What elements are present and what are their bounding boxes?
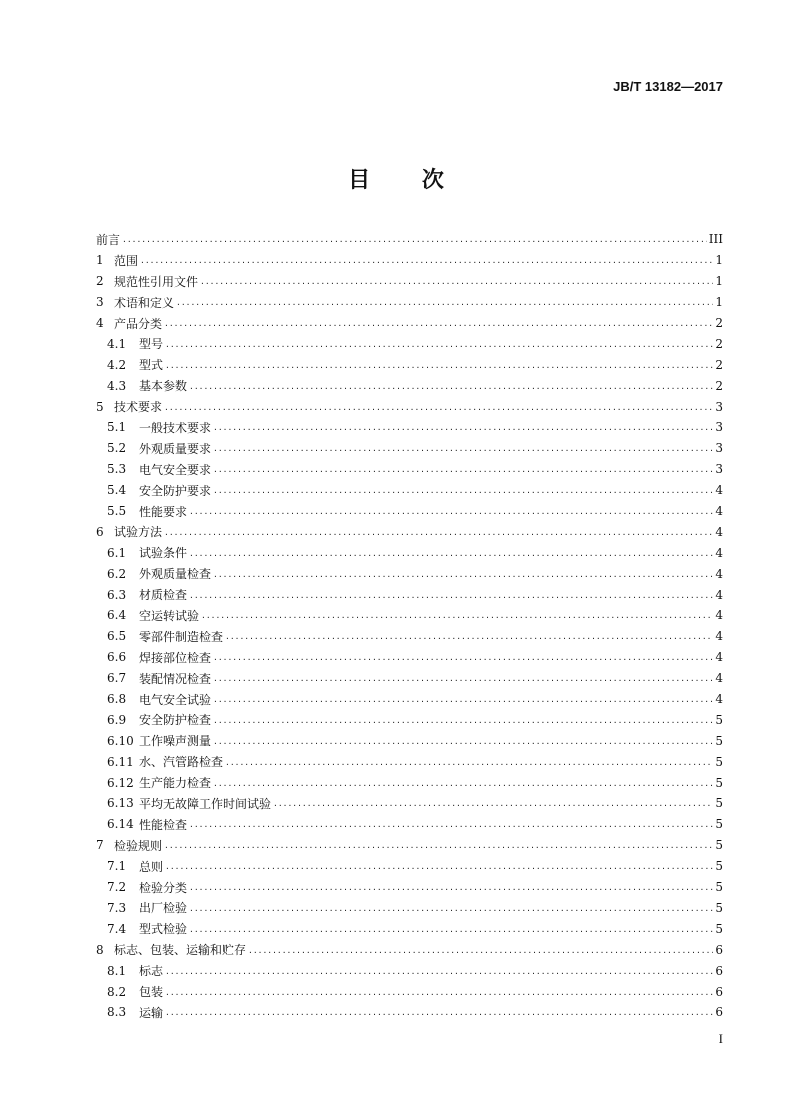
toc-entry-page: 5: [715, 754, 723, 769]
toc-entry[interactable]: [96, 229, 723, 250]
toc-leader-dots: [225, 629, 713, 643]
toc-entry-page: 3: [715, 399, 723, 414]
toc-entry[interactable]: [96, 521, 723, 542]
toc-entry-number: 5.2: [107, 441, 127, 456]
toc-leader-dots: [200, 274, 713, 288]
toc-entry-label: 工作噪声测量: [139, 734, 212, 749]
toc-entry-label: 试验方法: [114, 525, 163, 540]
toc-entry[interactable]: [96, 960, 723, 981]
toc-leader-dots: [213, 734, 713, 748]
toc-entry[interactable]: [96, 354, 723, 375]
toc-entry-label: 总则: [139, 859, 164, 874]
toc-entry-label: 电气安全要求: [139, 462, 212, 477]
toc-entry-number: 6.4: [107, 608, 127, 623]
toc-entry-page: 4: [715, 504, 723, 519]
toc-leader-dots: [165, 964, 713, 978]
toc-entry-page: 5: [715, 775, 723, 790]
toc-entry-number: 6.14: [107, 817, 134, 832]
toc-entry-label: 安全防护检查: [139, 713, 212, 728]
title-char-2: 次: [421, 168, 444, 193]
title-char-1: 目: [348, 168, 371, 193]
toc-entry-label: 产品分类: [114, 316, 163, 331]
toc-entry[interactable]: [96, 668, 723, 689]
toc-entry-number: 6.10: [107, 733, 134, 748]
toc-entry-label: 型式检验: [139, 922, 188, 937]
toc-entry-page: 4: [715, 587, 723, 602]
toc-entry-number: 6: [96, 524, 104, 539]
toc-entry-label: 包装: [139, 985, 164, 999]
toc-entry-page: 3: [715, 420, 723, 435]
toc-entry-number: 6.1: [107, 545, 127, 560]
toc-entry-label: 标志: [139, 964, 164, 979]
toc-leader-dots: [164, 838, 713, 852]
toc-entry-label: 试验条件: [139, 546, 188, 561]
toc-leader-dots: [213, 441, 713, 455]
table-of-contents: [96, 229, 723, 1023]
toc-entry[interactable]: [96, 793, 723, 814]
toc-entry-number: 7: [96, 838, 104, 853]
toc-entry-label: 外观质量要求: [139, 441, 212, 456]
toc-leader-dots: [213, 671, 713, 685]
toc-leader-dots: [164, 400, 713, 414]
toc-leader-dots: [189, 922, 713, 936]
toc-leader-dots: [213, 567, 713, 581]
toc-entry[interactable]: [96, 396, 723, 417]
toc-entry[interactable]: [96, 730, 723, 751]
toc-leader-dots: [189, 546, 713, 560]
toc-entry[interactable]: [96, 563, 723, 584]
toc-leader-dots: [189, 379, 713, 393]
toc-leader-dots: [189, 901, 713, 915]
toc-entry[interactable]: [96, 772, 723, 793]
toc-entry-number: 7.2: [107, 880, 127, 895]
toc-entry-page: 3: [715, 462, 723, 477]
toc-entry[interactable]: [96, 333, 723, 354]
toc-entry-label: 性能检查: [139, 817, 188, 832]
toc-entry-page: 4: [715, 566, 723, 581]
toc-entry[interactable]: [96, 542, 723, 563]
toc-leader-dots: [213, 420, 713, 434]
toc-entry-label: 安全防护要求: [139, 483, 212, 498]
toc-entry[interactable]: [96, 271, 723, 292]
toc-entry-page: 5: [715, 817, 723, 832]
toc-entry-label: 外观质量检查: [139, 567, 212, 582]
toc-entry[interactable]: [96, 480, 723, 501]
toc-entry[interactable]: [96, 877, 723, 898]
toc-entry[interactable]: [96, 459, 723, 480]
toc-entry-page: 4: [715, 650, 723, 665]
toc-entry-number: 4.2: [107, 357, 127, 372]
toc-entry-label: 检验规则: [114, 838, 163, 853]
toc-entry[interactable]: [96, 250, 723, 271]
toc-entry-number: 5: [96, 399, 104, 414]
toc-entry-label: 焊接部位检查: [139, 650, 212, 665]
toc-entry-number: 5.1: [107, 420, 127, 435]
toc-entry-label: 一般技术要求: [139, 420, 212, 435]
toc-leader-dots: [165, 1005, 713, 1019]
toc-entry-number: 4: [96, 316, 104, 330]
toc-entry-page: 6: [715, 984, 723, 999]
toc-leader-dots: [165, 859, 713, 873]
toc-entry[interactable]: [96, 856, 723, 877]
toc-leader-dots: [165, 337, 713, 351]
toc-entry-page: 4: [715, 629, 723, 644]
toc-entry-label: 电气安全试验: [139, 692, 212, 707]
toc-entry-number: 6.13: [107, 796, 134, 811]
toc-entry-number: 4.1: [107, 336, 127, 351]
toc-entry[interactable]: [96, 501, 723, 522]
toc-leader-dots: [248, 943, 713, 957]
toc-entry-label: 术语和定义: [114, 295, 175, 310]
page-number: I: [718, 1031, 723, 1046]
toc-entry-label: 性能要求: [139, 504, 188, 519]
toc-leader-dots: [201, 608, 713, 622]
toc-entry-number: 6.9: [107, 712, 127, 727]
toc-leader-dots: [189, 588, 713, 602]
toc-entry-label: 基本参数: [139, 379, 188, 394]
toc-entry-number: 8.1: [107, 963, 127, 978]
toc-entry[interactable]: [96, 814, 723, 835]
toc-entry-page: 5: [715, 921, 723, 936]
toc-entry-label: 装配情况检查: [139, 671, 212, 686]
toc-entry-number: 7.1: [107, 859, 127, 874]
toc-entry[interactable]: [96, 584, 723, 605]
toc-entry[interactable]: [96, 438, 723, 459]
toc-entry-number: 2: [96, 274, 104, 289]
toc-entry-label: 运输: [139, 1005, 164, 1020]
toc-entry-number: 6.8: [107, 692, 127, 707]
toc-entry[interactable]: [96, 939, 723, 960]
toc-entry-page: 2: [715, 357, 723, 372]
toc-entry-number: 7.3: [107, 900, 127, 915]
toc-entry[interactable]: [96, 313, 723, 334]
toc-entry-page: 5: [715, 859, 723, 874]
toc-entry[interactable]: [96, 981, 723, 1002]
toc-entry-number: 6.2: [107, 566, 127, 581]
toc-entry-page: 5: [715, 712, 723, 727]
toc-entry-page: 6: [715, 942, 723, 957]
toc-entry-page: 2: [715, 336, 723, 351]
toc-entry-page: 4: [715, 671, 723, 686]
toc-entry-number: 8.2: [107, 984, 127, 999]
toc-entry-page: 1: [715, 295, 723, 310]
toc-leader-dots: [140, 253, 713, 267]
toc-entry-label: 标志、包装、运输和贮存: [114, 943, 247, 958]
toc-leader-dots: [213, 692, 713, 706]
toc-leader-dots: [213, 713, 713, 727]
toc-entry-label: 检验分类: [139, 880, 188, 895]
toc-entry-number: 6.7: [107, 671, 127, 686]
toc-entry-number: 7.4: [107, 921, 127, 936]
toc-entry-page: 6: [715, 963, 723, 978]
toc-entry[interactable]: [96, 1002, 723, 1023]
toc-leader-dots: [189, 817, 713, 831]
toc-entry-label: 范围: [114, 253, 139, 268]
toc-entry[interactable]: [96, 689, 723, 710]
toc-leader-dots: [273, 796, 713, 810]
toc-entry-number: 3: [96, 295, 104, 310]
toc-entry-number: 5.5: [107, 504, 127, 519]
toc-entry-page: 4: [715, 545, 723, 560]
standard-code: JB/T 13182—2017: [613, 79, 723, 94]
toc-entry-number: 4.3: [107, 378, 127, 393]
toc-leader-dots: [176, 295, 713, 309]
toc-entry-number: 6.6: [107, 650, 127, 665]
toc-entry-number: 5.4: [107, 483, 127, 498]
toc-entry-label: 水、汽管路检查: [139, 755, 224, 770]
toc-leader-dots: [164, 525, 713, 539]
toc-entry[interactable]: [96, 626, 723, 647]
toc-entry-page: 4: [715, 483, 723, 498]
toc-entry-page: 5: [715, 900, 723, 915]
toc-entry[interactable]: [96, 292, 723, 313]
toc-entry[interactable]: [96, 898, 723, 919]
toc-entry-label: 型号: [139, 337, 164, 352]
toc-leader-dots: [213, 650, 713, 664]
toc-entry-label: 材质检查: [139, 588, 188, 603]
toc-entry-label: 规范性引用文件: [114, 274, 199, 289]
toc-entry-label: 空运转试验: [139, 608, 200, 623]
toc-entry-label: 生产能力检查: [139, 776, 212, 791]
toc-entry-page: 6: [715, 1005, 723, 1020]
toc-entry[interactable]: [96, 375, 723, 396]
page-title: [0, 163, 792, 194]
toc-entry-number: 8: [96, 942, 104, 957]
toc-entry[interactable]: [96, 605, 723, 626]
toc-entry-label: 出厂检验: [139, 901, 188, 916]
toc-entry-number: 6.3: [107, 587, 127, 602]
toc-entry-number: 6.12: [107, 775, 134, 790]
toc-entry-number: 6.5: [107, 629, 127, 644]
toc-entry-label: 技术要求: [114, 400, 163, 415]
toc-leader-dots: [164, 316, 713, 330]
toc-entry-label: 型式: [139, 358, 164, 373]
toc-entry[interactable]: [96, 751, 723, 772]
toc-entry[interactable]: [96, 647, 723, 668]
toc-entry[interactable]: [96, 835, 723, 856]
toc-entry[interactable]: [96, 417, 723, 438]
toc-entry-page: 4: [715, 524, 723, 539]
toc-entry-label: 零部件制造检查: [139, 629, 224, 644]
toc-leader-dots: [165, 358, 713, 372]
toc-entry-page: 5: [715, 838, 723, 853]
toc-leader-dots: [189, 504, 713, 518]
toc-leader-dots: [213, 462, 713, 476]
toc-entry-page: 4: [715, 608, 723, 623]
toc-entry-page: 5: [715, 733, 723, 748]
toc-entry-page: 2: [715, 316, 723, 330]
toc-entry-page: 4: [715, 692, 723, 707]
toc-entry-number: 8.3: [107, 1005, 127, 1020]
toc-entry-label: 平均无故障工作时间试验: [139, 796, 272, 811]
toc-entry-page: 5: [715, 880, 723, 895]
toc-entry-number: 6.11: [107, 754, 134, 769]
toc-entry-page: 5: [715, 796, 723, 811]
toc-leader-dots: [225, 755, 713, 769]
toc-entry-label: 前言: [96, 232, 121, 247]
toc-entry-page: 3: [715, 441, 723, 456]
toc-leader-dots: [122, 232, 707, 246]
toc-entry[interactable]: [96, 709, 723, 730]
toc-leader-dots: [165, 985, 713, 999]
toc-entry-page: 1: [715, 274, 723, 289]
toc-entry-page: 2: [715, 378, 723, 393]
toc-entry-number: 5.3: [107, 462, 127, 477]
toc-leader-dots: [189, 880, 713, 894]
toc-entry[interactable]: [96, 918, 723, 939]
toc-entry-page: 1: [715, 253, 723, 268]
toc-entry-page: III: [708, 232, 723, 247]
toc-leader-dots: [213, 776, 713, 790]
toc-entry-number: 1: [96, 253, 104, 268]
toc-leader-dots: [213, 483, 713, 497]
